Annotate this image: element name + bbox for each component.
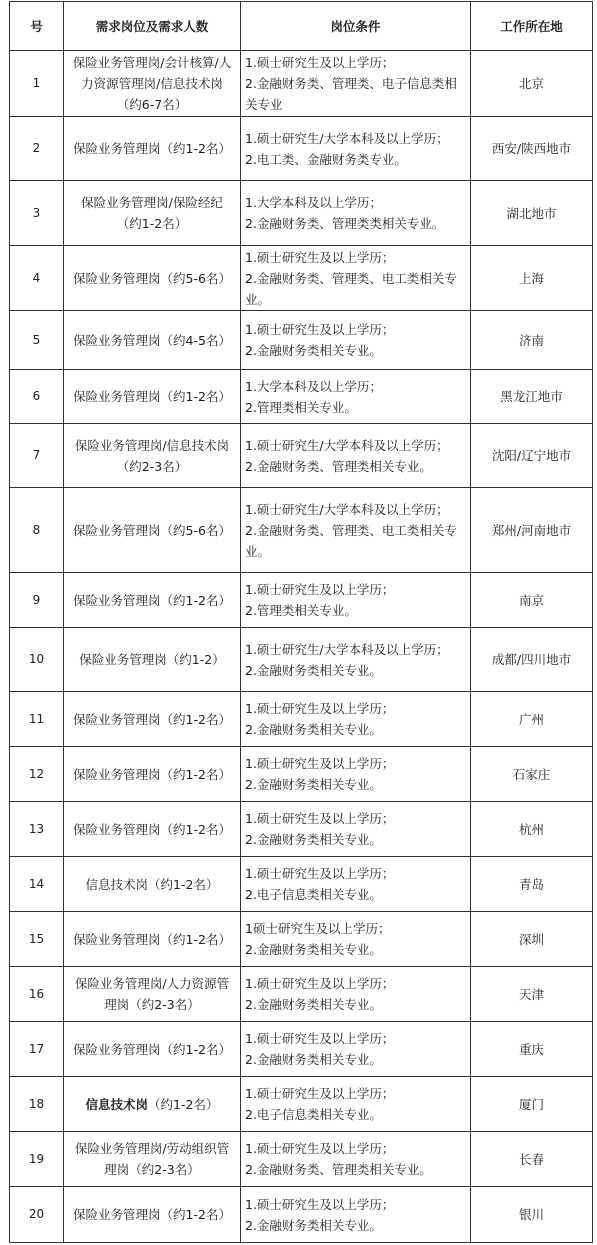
position-cell: 保险业务管理岗（约4-5名） bbox=[64, 311, 241, 370]
position-cell: 保险业务管理岗（约1-2名） bbox=[64, 573, 241, 628]
requirement-line: 2.金融财务类、管理类相关专业。 bbox=[245, 1162, 432, 1177]
requirement-line: 2.金融财务类相关专业。 bbox=[245, 662, 382, 678]
header-location: 工作所在地 bbox=[471, 2, 593, 51]
requirements-cell bbox=[241, 1132, 471, 1187]
requirement-line: 2.金融财务类相关专业。 bbox=[245, 777, 382, 792]
requirement-line: 2.金融财务类相关专业。 bbox=[245, 1052, 382, 1067]
position-cell: 信息技术岗（约1-2名） bbox=[64, 857, 241, 912]
requirements-cell bbox=[241, 370, 471, 424]
location-cell: 济南 bbox=[471, 311, 593, 370]
requirements-cell bbox=[241, 747, 471, 802]
location-cell: 南京 bbox=[471, 573, 593, 628]
location-cell: 黑龙江地市 bbox=[471, 370, 593, 424]
requirements-cell bbox=[241, 802, 471, 857]
requirement-line: 1.硕士研究生及以上学历； bbox=[245, 756, 395, 771]
requirements-cell bbox=[241, 573, 471, 628]
row-number: 18 bbox=[10, 1077, 64, 1132]
table-row bbox=[10, 488, 593, 573]
requirement-line: 2.金融财务类、管理类、电工类相关专业。 bbox=[245, 522, 457, 559]
requirement-line: 1.硕士研究生及以上学历； bbox=[245, 1086, 395, 1101]
requirements-cell bbox=[241, 246, 471, 311]
header-row bbox=[10, 2, 593, 51]
location-cell: 长春 bbox=[471, 1132, 593, 1187]
requirement-line: 2.金融财务类相关专业。 bbox=[245, 722, 382, 737]
requirement-line: 2.金融财务类相关专业。 bbox=[245, 997, 382, 1012]
requirements-cell bbox=[241, 628, 471, 692]
requirement-line: 1.硕士研究生及以上学历； bbox=[245, 1196, 395, 1212]
position-cell: 保险业务管理岗（约1-2名） bbox=[64, 747, 241, 802]
row-number: 7 bbox=[10, 424, 64, 488]
table-row bbox=[10, 1022, 593, 1077]
location-cell: 广州 bbox=[471, 692, 593, 747]
recruitment-table bbox=[9, 1, 593, 1243]
location-cell: 湖北地市 bbox=[471, 181, 593, 246]
requirement-line: 1.硕士研究生及以上学历； bbox=[245, 701, 395, 716]
table-row bbox=[10, 967, 593, 1022]
position-title: 信息技术岗 bbox=[85, 1096, 149, 1112]
row-number: 4 bbox=[10, 246, 64, 311]
requirement-line: 2.金融财务类相关专业。 bbox=[245, 1217, 382, 1233]
requirement-line: 1.大学本科及以上学历； bbox=[245, 195, 382, 210]
requirements-cell bbox=[241, 692, 471, 747]
requirement-line: 1.硕士研究生/大学本科及以上学历； bbox=[245, 437, 449, 453]
requirements-cell bbox=[241, 1187, 471, 1243]
header-position: 需求岗位及需求人数 bbox=[64, 2, 241, 51]
location-cell: 杭州 bbox=[471, 802, 593, 857]
requirements-cell bbox=[241, 424, 471, 488]
location-cell: 上海 bbox=[471, 246, 593, 311]
requirement-line: 1.大学本科及以上学历； bbox=[245, 378, 382, 394]
requirement-line: 2.金融财务类相关专业。 bbox=[245, 832, 382, 847]
requirement-line: 1.硕士研究生及以上学历； bbox=[245, 866, 395, 881]
requirement-line: 1.硕士研究生及以上学历； bbox=[245, 1031, 395, 1046]
requirement-line: 1.硕士研究生及以上学历； bbox=[245, 1141, 395, 1156]
location-cell: 天津 bbox=[471, 967, 593, 1022]
location-cell: 郑州/河南地市 bbox=[471, 488, 593, 573]
requirement-line: 1.硕士研究生及以上学历； bbox=[245, 322, 395, 337]
location-cell: 重庆 bbox=[471, 1022, 593, 1077]
row-number: 9 bbox=[10, 573, 64, 628]
row-number: 10 bbox=[10, 628, 64, 692]
position-cell bbox=[64, 1077, 241, 1132]
position-cell: 保险业务管理岗（约1-2名） bbox=[64, 1022, 241, 1077]
requirement-line: 1.硕士研究生及以上学历； bbox=[245, 811, 395, 826]
position-count: （约1-2名） bbox=[148, 1096, 219, 1112]
row-number: 16 bbox=[10, 967, 64, 1022]
table-row bbox=[10, 857, 593, 912]
requirement-line: 2.金融财务类、管理类、电子信息类相关专业 bbox=[245, 76, 457, 112]
location-cell: 石家庄 bbox=[471, 747, 593, 802]
requirement-line: 2.管理类相关专业。 bbox=[245, 399, 357, 415]
requirement-line: 2.金融财务类相关专业。 bbox=[245, 343, 382, 358]
position-cell: 保险业务管理岗/人力资源管理岗（约2-3名） bbox=[64, 967, 241, 1022]
position-cell: 保险业务管理岗（约1-2名） bbox=[64, 1187, 241, 1243]
table-row bbox=[10, 311, 593, 370]
table-row bbox=[10, 181, 593, 246]
table-row bbox=[10, 246, 593, 311]
row-number: 13 bbox=[10, 802, 64, 857]
position-cell: 保险业务管理岗/劳动组织管理岗（约2-3名） bbox=[64, 1132, 241, 1187]
position-cell: 保险业务管理岗/信息技术岗（约2-3名） bbox=[64, 424, 241, 488]
row-number: 15 bbox=[10, 912, 64, 967]
table-row bbox=[10, 1132, 593, 1187]
row-number: 20 bbox=[10, 1187, 64, 1243]
location-cell: 深圳 bbox=[471, 912, 593, 967]
table-row bbox=[10, 1187, 593, 1243]
position-cell: 保险业务管理岗（约5-6名） bbox=[64, 246, 241, 311]
position-cell: 保险业务管理岗/保险经纪（约1-2名） bbox=[64, 181, 241, 246]
table-row bbox=[10, 51, 593, 117]
position-cell: 保险业务管理岗（约1-2名） bbox=[64, 692, 241, 747]
row-number: 14 bbox=[10, 857, 64, 912]
table-row bbox=[10, 692, 593, 747]
requirement-line: 2.电子信息类相关专业。 bbox=[245, 1107, 382, 1122]
position-cell: 保险业务管理岗（约1-2名） bbox=[64, 802, 241, 857]
table-row bbox=[10, 747, 593, 802]
requirement-line: 1.硕士研究生及以上学历； bbox=[245, 976, 395, 991]
header-requirements: 岗位条件 bbox=[241, 2, 471, 51]
location-cell: 沈阳/辽宁地市 bbox=[471, 424, 593, 488]
requirements-cell bbox=[241, 912, 471, 967]
requirements-cell bbox=[241, 1022, 471, 1077]
table-row bbox=[10, 628, 593, 692]
requirement-line: 2.管理类相关专业。 bbox=[245, 603, 357, 618]
row-number: 12 bbox=[10, 747, 64, 802]
row-number: 19 bbox=[10, 1132, 64, 1187]
requirement-line: 1.硕士研究生及以上学历； bbox=[245, 249, 395, 265]
table-row bbox=[10, 1077, 593, 1132]
row-number: 1 bbox=[10, 51, 64, 117]
position-cell: 保险业务管理岗（约1-2名） bbox=[64, 912, 241, 967]
requirement-line: 2.金融财务类相关专业。 bbox=[245, 942, 382, 957]
location-cell: 银川 bbox=[471, 1187, 593, 1243]
requirements-cell bbox=[241, 181, 471, 246]
requirement-line: 1.硕士研究生/大学本科及以上学历； bbox=[245, 130, 449, 146]
requirement-line: 2.电子信息类相关专业。 bbox=[245, 887, 382, 902]
row-number: 8 bbox=[10, 488, 64, 573]
requirement-line: 2.金融财务类、管理类类相关专业。 bbox=[245, 216, 445, 231]
row-number: 5 bbox=[10, 311, 64, 370]
requirements-cell bbox=[241, 488, 471, 573]
requirement-line: 1.硕士研究生/大学本科及以上学历； bbox=[245, 641, 449, 657]
header-no: 号 bbox=[10, 2, 64, 51]
location-cell: 西安/陕西地市 bbox=[471, 117, 593, 181]
row-number: 11 bbox=[10, 692, 64, 747]
requirements-cell bbox=[241, 311, 471, 370]
row-number: 3 bbox=[10, 181, 64, 246]
table-row bbox=[10, 912, 593, 967]
location-cell: 北京 bbox=[471, 51, 593, 117]
position-cell: 保险业务管理岗（约5-6名） bbox=[64, 488, 241, 573]
requirement-line: 1.硕士研究生及以上学历； bbox=[245, 55, 395, 70]
row-number: 2 bbox=[10, 117, 64, 181]
row-number: 17 bbox=[10, 1022, 64, 1077]
requirement-line: 2.金融财务类、管理类相关专业。 bbox=[245, 458, 432, 474]
row-number: 6 bbox=[10, 370, 64, 424]
requirement-line: 1硕士研究生及以上学历； bbox=[245, 921, 391, 936]
location-cell: 青岛 bbox=[471, 857, 593, 912]
table-row bbox=[10, 117, 593, 181]
requirements-cell bbox=[241, 967, 471, 1022]
location-cell: 厦门 bbox=[471, 1077, 593, 1132]
table-row bbox=[10, 370, 593, 424]
requirements-cell bbox=[241, 857, 471, 912]
requirements-cell bbox=[241, 51, 471, 117]
position-cell: 保险业务管理岗/会计核算/人力资源管理岗/信息技术岗（约6-7名） bbox=[64, 51, 241, 117]
requirements-cell bbox=[241, 1077, 471, 1132]
table-row bbox=[10, 802, 593, 857]
location-cell: 成都/四川地市 bbox=[471, 628, 593, 692]
requirement-line: 1.硕士研究生及以上学历； bbox=[245, 582, 395, 597]
requirement-line: 2.金融财务类、管理类、电工类相关专业。 bbox=[245, 270, 457, 307]
position-cell: 保险业务管理岗（约1-2名） bbox=[64, 370, 241, 424]
requirements-cell bbox=[241, 117, 471, 181]
position-cell: 保险业务管理岗（约1-2） bbox=[64, 628, 241, 692]
position-cell: 保险业务管理岗（约1-2名） bbox=[64, 117, 241, 181]
table-row bbox=[10, 424, 593, 488]
requirement-line: 2.电工类、金融财务类专业。 bbox=[245, 151, 407, 167]
table-row bbox=[10, 573, 593, 628]
requirement-line: 1.硕士研究生/大学本科及以上学历； bbox=[245, 501, 449, 517]
